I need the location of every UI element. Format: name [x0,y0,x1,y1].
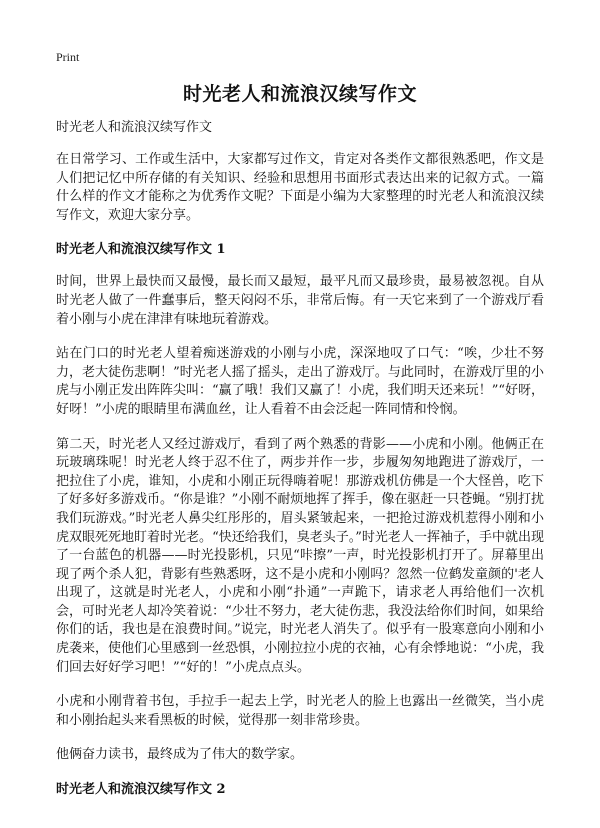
section1-paragraph-4: 小虎和小刚背着书包，手拉手一起去上学，时光老人的脸上也露出一丝微笑，当小虎和小刚抬起头来看黑板的时候，觉得那一刻非常珍贵。 [56,694,544,728]
page-title: 时光老人和流浪汉续写作文 [182,83,417,105]
print-link[interactable]: Print [56,50,80,64]
section-heading-1: 时光老人和流浪汉续写作文 1 [56,242,226,258]
section1-paragraph-2: 站在门口的时光老人望着痴迷游戏的小刚与小虎，深深地叹了口气：“唉，少壮不努力，老大徒伤悲啊！”时光老人摇了摇头，走出了游戏厅。与此同时，在游戏厅里的小虎与小刚正发出阵阵尖叫：“赢了哦！我们又赢了！小虎，我们明天还来玩！”“好呀，好呀！”小虎的眼睛里布满血丝，让人看着不由会泛起一阵同情和怜悯。 [56,346,544,417]
article-body [56,119,544,813]
article-subtitle: 时光老人和流浪汉续写作文 [56,120,213,135]
section1-paragraph-1: 时间，世界上最快而又最慢，最长而又最短，最平凡而又最珍贵，最易被忽视。自从时光老人做了一件蠢事后，整天闷闷不乐，非常后悔。有一天它来到了一个游戏厅看着小刚与小虎在津津有味地玩着游戏。 [56,274,544,327]
section1-paragraph-3: 第二天，时光老人又经过游戏厅，看到了两个熟悉的背影——小虎和小刚。他俩正在玩玻璃珠呢！时光老人终于忍不住了，两步并作一步，步履匆匆地跑进了游戏厅，一把拉住了小虎，谁知，小虎和小刚正玩得嗨着呢！那游戏机仿佛是一个大怪兽，吃下了好多好多游戏币。“你是谁？”小刚不耐烦地挥了挥手，像在驱赶一只苍蝇。“别打扰我们玩游戏。”时光老人鼻尖红彤彤的，眉头紧皱起来，一把抢过游戏机惹得小刚和小虎双眼死死地盯着时光老。“快还给我们，臭老头子。”时光老人一挥袖子，手中就出现了一台蓝色的机器——时光投影机，只见“咔擦”一声，时光投影机打开了。屏幕里出现了两个杀人犯，背影有些熟悉呀，这不是小虎和小刚吗？忽然一位鹤发童颜的'老人出现了，这就是时光老人，小虎和小刚“扑通”一声跪下，请求老人再给他们一次机会，可时光老人却冷笑着说：“少壮不努力，老大徒伤悲，我没法给你们时间，如果给你们的话，我也是在浪费时间。”说完，时光老人消失了。似乎有一股寒意向小刚和小虎袭来，使他们心里感到一丝恐惧，小刚拉拉小虎的衣袖，心有余悸地说：“小虎，我们回去好好学习吧！”“好的！”小虎点点头。 [56,436,544,675]
section1-paragraph-5: 他俩奋力读书，最终成为了伟大的数学家。 [56,747,304,763]
intro-paragraph: 在日常学习、工作或生活中，大家都写过作文，肯定对各类作文都很熟悉吧，作文是人们把记忆中所存储的有关知识、经验和思想用书面形式表达出来的记叙方式。一篇什么样的作文才能称之为优秀作文呢？下面是小编为大家整理的时光老人和流浪汉续写作文，欢迎大家分享。 [56,152,544,223]
section-heading-2: 时光老人和流浪汉续写作文 2 [56,782,226,798]
